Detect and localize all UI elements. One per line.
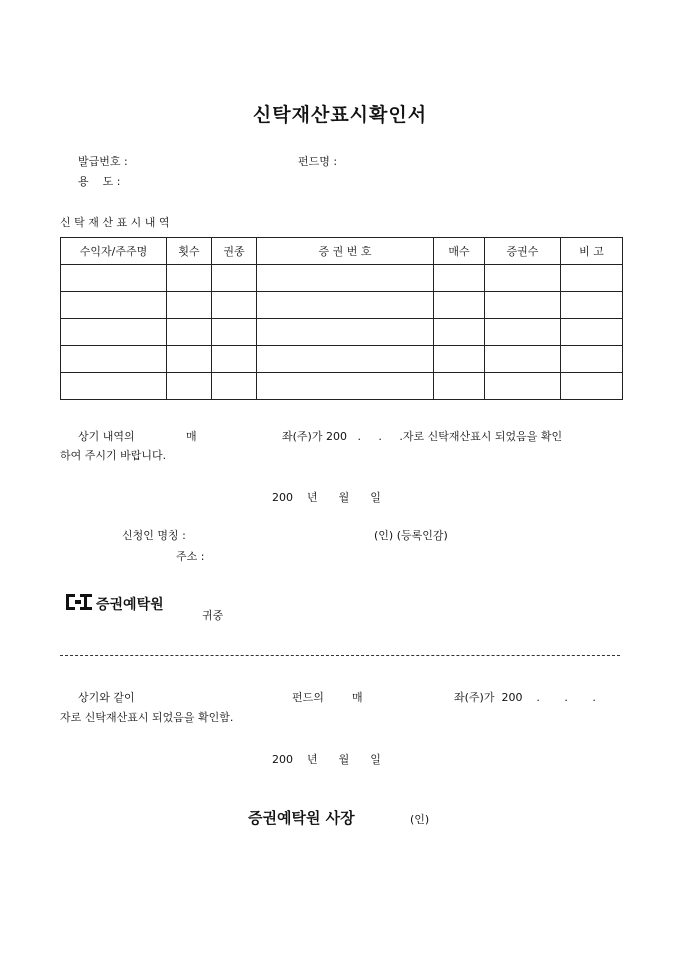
table-cell — [61, 346, 167, 373]
fund-name-label: 펀드명 : — [298, 155, 338, 168]
table-cell — [61, 373, 167, 400]
ksd-logo-icon — [66, 593, 92, 614]
applicant-address-label: 주소 : — [176, 550, 205, 563]
recipient-org-name: 증권예탁원 — [96, 596, 164, 613]
purpose-label: 용 도 : — [78, 175, 121, 188]
header-certificate-number: 증 권 번 호 — [257, 238, 434, 265]
trust-asset-table — [60, 237, 623, 400]
table-cell — [212, 319, 257, 346]
header-beneficiary: 수익자/주주명 — [61, 238, 167, 265]
confirm-text-part3: 매 — [352, 691, 363, 704]
table-cell — [212, 265, 257, 292]
table-cell — [257, 319, 434, 346]
header-denomination: 권종 — [212, 238, 257, 265]
table-cell — [167, 373, 212, 400]
document-title: 신탁재산표시확인서 — [252, 104, 428, 126]
applicant-seal-note: (인) (등록인감) — [374, 529, 448, 542]
table-row — [61, 292, 623, 319]
confirm-date: 200 년 월 일 — [272, 753, 381, 766]
request-text-line2: 하여 주시기 바랍니다. — [60, 449, 167, 462]
table-cell — [61, 319, 167, 346]
table-cell — [485, 373, 561, 400]
table-cell — [434, 292, 485, 319]
table-cell — [212, 373, 257, 400]
signer-title: 증권예탁원 사장 — [248, 809, 355, 827]
table-cell — [485, 292, 561, 319]
table-cell — [212, 346, 257, 373]
confirm-text-part2: 펀드의 — [292, 691, 324, 704]
table-cell — [561, 292, 623, 319]
table-cell — [561, 346, 623, 373]
confirm-text-part4: 좌(주)가 200 . . . — [454, 691, 596, 704]
table-cell — [434, 265, 485, 292]
table-cell — [257, 373, 434, 400]
table-header-row — [61, 238, 623, 265]
table-cell — [485, 265, 561, 292]
table-cell — [257, 292, 434, 319]
confirm-text-line2: 자로 신탁재산표시 되었음을 확인함. — [60, 711, 234, 724]
header-sheets: 매수 — [434, 238, 485, 265]
header-securities-count: 증권수 — [485, 238, 561, 265]
table-cell — [167, 319, 212, 346]
request-text-part2: 매 — [186, 430, 197, 443]
table-cell — [61, 292, 167, 319]
applicant-name-label: 신청인 명칭 : — [122, 529, 186, 542]
section-title: 신 탁 재 산 표 시 내 역 — [60, 216, 170, 229]
table-cell — [167, 265, 212, 292]
confirm-text-part1: 상기와 같이 — [78, 691, 135, 704]
table-row — [61, 265, 623, 292]
request-text-part1: 상기 내역의 — [78, 430, 135, 443]
issue-number-label: 발급번호 : — [78, 155, 128, 168]
table-cell — [434, 373, 485, 400]
table-cell — [561, 373, 623, 400]
request-date: 200 년 월 일 — [272, 491, 381, 504]
table-cell — [485, 319, 561, 346]
table-cell — [434, 346, 485, 373]
table-cell — [212, 292, 257, 319]
table-row — [61, 346, 623, 373]
header-count: 횟수 — [167, 238, 212, 265]
cut-line-divider — [60, 655, 620, 656]
recipient-logo — [66, 593, 164, 614]
signer-seal: (인) — [410, 813, 430, 826]
recipient-honorific: 귀중 — [202, 609, 224, 622]
table-cell — [434, 319, 485, 346]
table-cell — [257, 265, 434, 292]
table-cell — [167, 292, 212, 319]
table-row — [61, 319, 623, 346]
table-cell — [561, 265, 623, 292]
request-text-part3: 좌(주)가 200 . . .자로 신탁재산표시 되었음을 확인 — [282, 430, 563, 443]
table-row — [61, 373, 623, 400]
table-cell — [485, 346, 561, 373]
table-cell — [61, 265, 167, 292]
table-cell — [167, 346, 212, 373]
table-cell — [561, 319, 623, 346]
header-remarks: 비 고 — [561, 238, 623, 265]
table-cell — [257, 346, 434, 373]
